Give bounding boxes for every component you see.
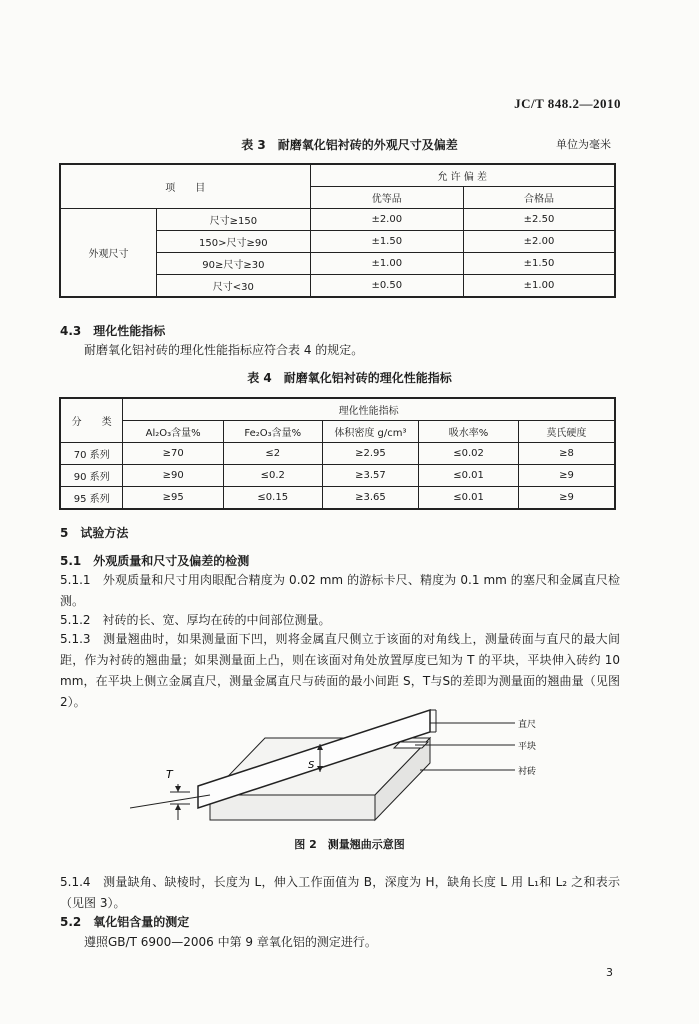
table4-col-head: 莫氏硬度 (518, 421, 615, 443)
page-number: 3 (606, 966, 613, 979)
figure2-label-t: T (166, 768, 173, 781)
table-cell: ≤0.01 (419, 487, 519, 510)
table-cell: ±1.00 (464, 275, 616, 298)
figure2-label-brick: 衬砖 (518, 767, 537, 777)
table-cell: ±1.50 (310, 231, 463, 253)
table-row (60, 487, 615, 510)
table4 (59, 397, 616, 510)
table-row (60, 209, 615, 231)
table4-col-head: 体积密度 g/cm³ (322, 421, 419, 443)
figure2-diagram (130, 700, 560, 830)
table-cell: ≥90 (123, 465, 224, 487)
t-arrow-bottom (175, 804, 181, 810)
table4-head-group: 理化性能指标 (123, 398, 615, 421)
table-cell: ≥8 (518, 443, 615, 465)
table3-head-allow: 允 许 偏 差 (310, 164, 615, 187)
table4-caption: 表 4 耐磨氧化铝衬砖的理化性能指标 (247, 371, 452, 385)
table-cell: ≥3.65 (322, 487, 419, 510)
table-cell: ≤2 (223, 443, 322, 465)
table-cell: ≤0.01 (419, 465, 519, 487)
figure2-caption: 图 2 测量翘曲示意图 (294, 838, 405, 851)
section-5-title: 5 试验方法 (60, 526, 129, 540)
table-cell: ≤0.2 (223, 465, 322, 487)
table-cell: ±2.50 (464, 209, 616, 231)
table-cell: ±1.00 (310, 253, 463, 275)
table3-head-item: 项 目 (60, 164, 310, 209)
table-cell: ≥9 (518, 487, 615, 510)
table4-col-head: Al₂O₃含量% (123, 421, 224, 443)
table4-col-head: 吸水率% (419, 421, 519, 443)
table-cell: ≥2.95 (322, 443, 419, 465)
table-cell: ±2.00 (310, 209, 463, 231)
paragraph-5-1-3: 5.1.3 测量翘曲时，如果测量面下凹，则将金属直尺侧立于该面的对角线上，测量砖面与直尺的最大间距，作为衬砖的翘曲量；如果测量面上凸，则在该面对角处放置厚度已知为 T 的平块，平块伸入砖约 10 mm，在平块上侧立金属直尺，测量金属直尺与砖面的最小间距 S，T与S的差即为测量面的翘曲量（见图2）。 (60, 632, 621, 709)
section-5-2-title: 5.2 氧化铝含量的测定 (60, 915, 190, 929)
table-cell: ≤0.02 (419, 443, 519, 465)
table-cell: 70 系列 (60, 443, 123, 465)
table-row (60, 465, 615, 487)
table4-col-head: Fe₂O₃含量% (223, 421, 322, 443)
table3-unit: 单位为毫米 (556, 138, 611, 151)
table-cell: ±2.00 (464, 231, 616, 253)
table3-row-group: 外观尺寸 (60, 209, 157, 298)
standard-code: JC/T 848.2—2010 (514, 96, 621, 111)
figure2-label-block: 平块 (518, 742, 537, 752)
table-cell: ±0.50 (310, 275, 463, 298)
table-cell: ≥70 (123, 443, 224, 465)
section-5-1-title: 5.1 外观质量和尺寸及偏差的检测 (60, 554, 250, 568)
table-cell: 尺寸≥150 (157, 209, 310, 231)
figure2-label-s: S (308, 760, 315, 771)
table-cell: 尺寸<30 (157, 275, 310, 298)
table-cell: 90 系列 (60, 465, 123, 487)
table-row (60, 443, 615, 465)
section-5-2-text: 遵照GB/T 6900—2006 中第 9 章氧化铝的测定进行。 (84, 935, 377, 949)
table-cell: ±1.50 (464, 253, 616, 275)
table-cell: ≥9 (518, 465, 615, 487)
table-cell: 150>尺寸≥90 (157, 231, 310, 253)
t-arrow-top (175, 786, 181, 792)
table-cell: ≥3.57 (322, 465, 419, 487)
table4-head-class: 分 类 (60, 398, 123, 443)
table3-head-grade1: 优等品 (310, 187, 463, 209)
table-cell: ≤0.15 (223, 487, 322, 510)
paragraph-5-1-1: 5.1.1 外观质量和尺寸用肉眼配合精度为 0.02 mm 的游标卡尺、精度为 0.1 mm 的塞尺和金属直尺检测。 (60, 573, 620, 608)
table-cell: ≥95 (123, 487, 224, 510)
table-cell: 90≥尺寸≥30 (157, 253, 310, 275)
paragraph-5-1-4: 5.1.4 测量缺角、缺棱时，长度为 L，伸入工作面值为 B，深度为 H，缺角长度 L 用 L₁和 L₂ 之和表示（见图 3）。 (60, 875, 620, 910)
table3-caption: 表 3 耐磨氧化铝衬砖的外观尺寸及偏差 (241, 138, 458, 152)
figure2-label-ruler: 直尺 (518, 720, 537, 730)
table-cell: 95 系列 (60, 487, 123, 510)
section-4-3-title: 4.3 理化性能指标 (60, 324, 166, 338)
paragraph-5-1-2: 5.1.2 衬砖的长、宽、厚均在砖的中间部位测量。 (60, 613, 331, 627)
table3 (59, 163, 616, 298)
table3-head-grade2: 合格品 (464, 187, 616, 209)
brick-front-face (210, 795, 375, 820)
section-4-3-text: 耐磨氧化铝衬砖的理化性能指标应符合表 4 的规定。 (84, 343, 364, 357)
